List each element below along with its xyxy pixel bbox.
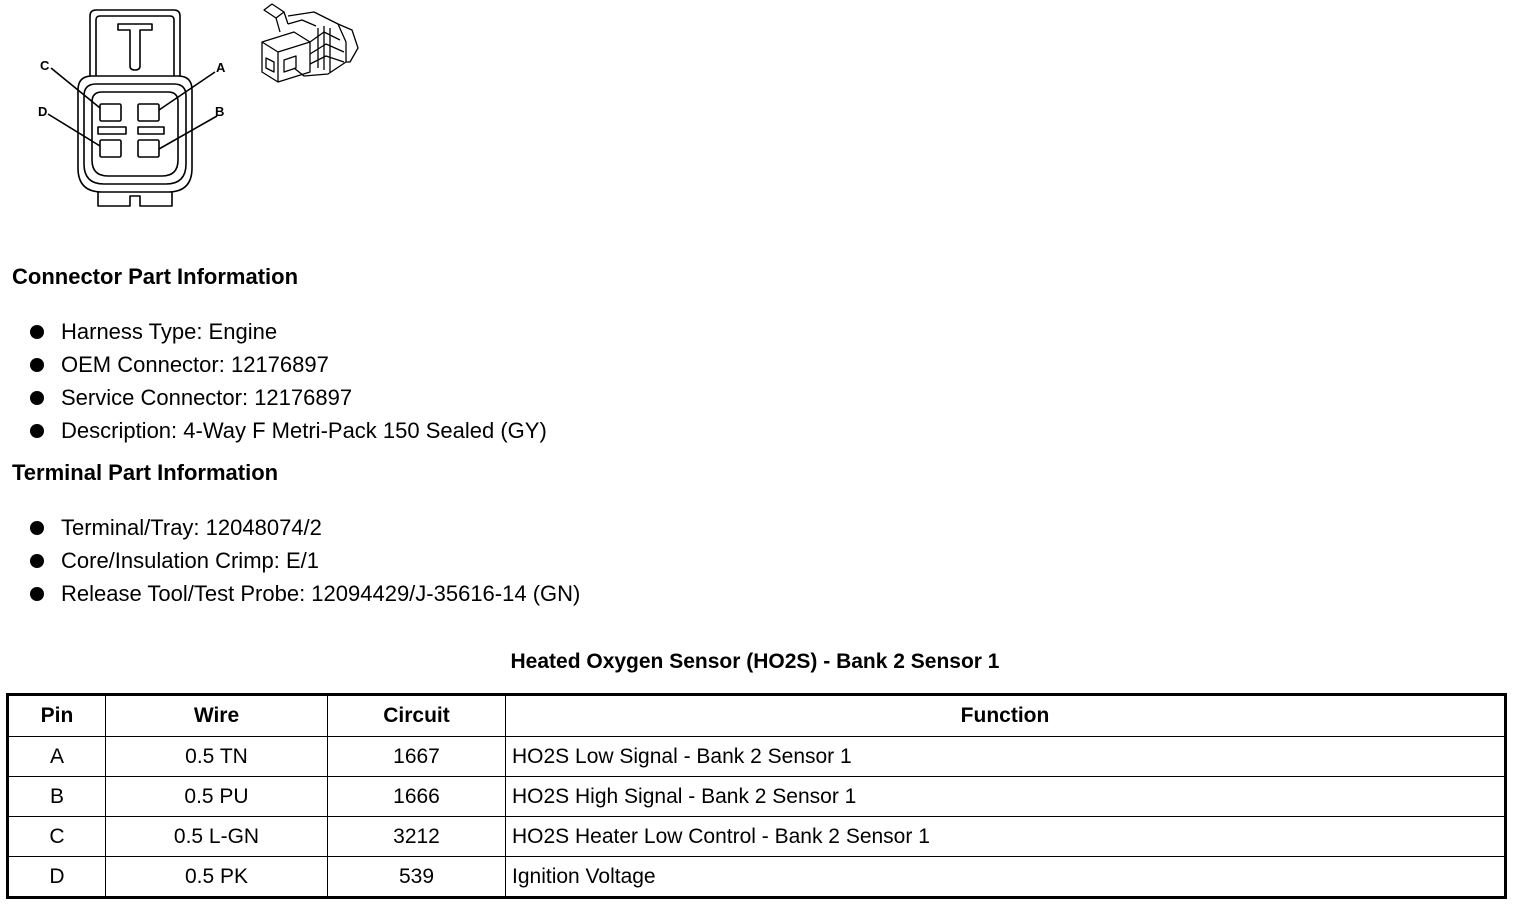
table-row <box>8 737 1506 777</box>
cell-function: HO2S High Signal - Bank 2 Sensor 1 <box>506 777 1506 817</box>
list-item <box>28 384 547 417</box>
connector-part-heading: Connector Part Information <box>12 264 299 289</box>
header-function: Function <box>506 695 1506 737</box>
list-item-text: Description: 4-Way F Metri-Pack 150 Sealed (GY) <box>61 418 547 443</box>
bullet-icon <box>30 554 44 568</box>
bullet-icon <box>30 325 44 339</box>
pin-label-a: A <box>216 60 226 75</box>
table-row <box>8 817 1506 857</box>
table-header-row <box>8 695 1506 737</box>
cell-function: Ignition Voltage <box>506 857 1506 898</box>
cell-wire: 0.5 PK <box>106 857 328 898</box>
terminal-part-list <box>28 514 580 613</box>
bullet-icon <box>30 424 44 438</box>
cell-circuit: 539 <box>328 857 506 898</box>
cell-circuit: 3212 <box>328 817 506 857</box>
list-item <box>28 318 547 351</box>
table-row <box>8 857 1506 898</box>
table-row <box>8 777 1506 817</box>
header-pin: Pin <box>8 695 106 737</box>
cell-function: HO2S Low Signal - Bank 2 Sensor 1 <box>506 737 1506 777</box>
connector-3d-illustration <box>254 2 362 84</box>
cell-pin: B <box>8 777 106 817</box>
list-item <box>28 351 547 384</box>
connector-part-list <box>28 318 547 450</box>
list-item-text: Service Connector: 12176897 <box>61 385 353 410</box>
list-item <box>28 547 580 580</box>
bullet-icon <box>30 587 44 601</box>
terminal-part-heading: Terminal Part Information <box>12 460 279 485</box>
cell-pin: D <box>8 857 106 898</box>
pin-label-c: C <box>40 58 50 73</box>
list-item-text: Harness Type: Engine <box>61 319 278 344</box>
list-item-text: Core/Insulation Crimp: E/1 <box>61 548 319 573</box>
list-item-text: OEM Connector: 12176897 <box>61 352 329 377</box>
bullet-icon <box>30 521 44 535</box>
pin-label-d: D <box>38 104 48 119</box>
connector-face-diagram <box>34 6 244 212</box>
header-circuit: Circuit <box>328 695 506 737</box>
list-item <box>28 514 580 547</box>
pin-table <box>6 693 1507 899</box>
cell-pin: A <box>8 737 106 777</box>
cell-pin: C <box>8 817 106 857</box>
pin-table-title: Heated Oxygen Sensor (HO2S) - Bank 2 Sensor 1 <box>510 650 1000 673</box>
cell-wire: 0.5 L-GN <box>106 817 328 857</box>
cell-circuit: 1666 <box>328 777 506 817</box>
header-wire: Wire <box>106 695 328 737</box>
list-item-text: Release Tool/Test Probe: 12094429/J-35616-14 (GN) <box>61 581 581 606</box>
cell-wire: 0.5 TN <box>106 737 328 777</box>
list-item-text: Terminal/Tray: 12048074/2 <box>61 515 322 540</box>
pin-label-b: B <box>215 104 225 119</box>
bullet-icon <box>30 391 44 405</box>
cell-circuit: 1667 <box>328 737 506 777</box>
bullet-icon <box>30 358 44 372</box>
cell-function: HO2S Heater Low Control - Bank 2 Sensor 1 <box>506 817 1506 857</box>
list-item <box>28 580 580 613</box>
cell-wire: 0.5 PU <box>106 777 328 817</box>
list-item <box>28 417 547 450</box>
